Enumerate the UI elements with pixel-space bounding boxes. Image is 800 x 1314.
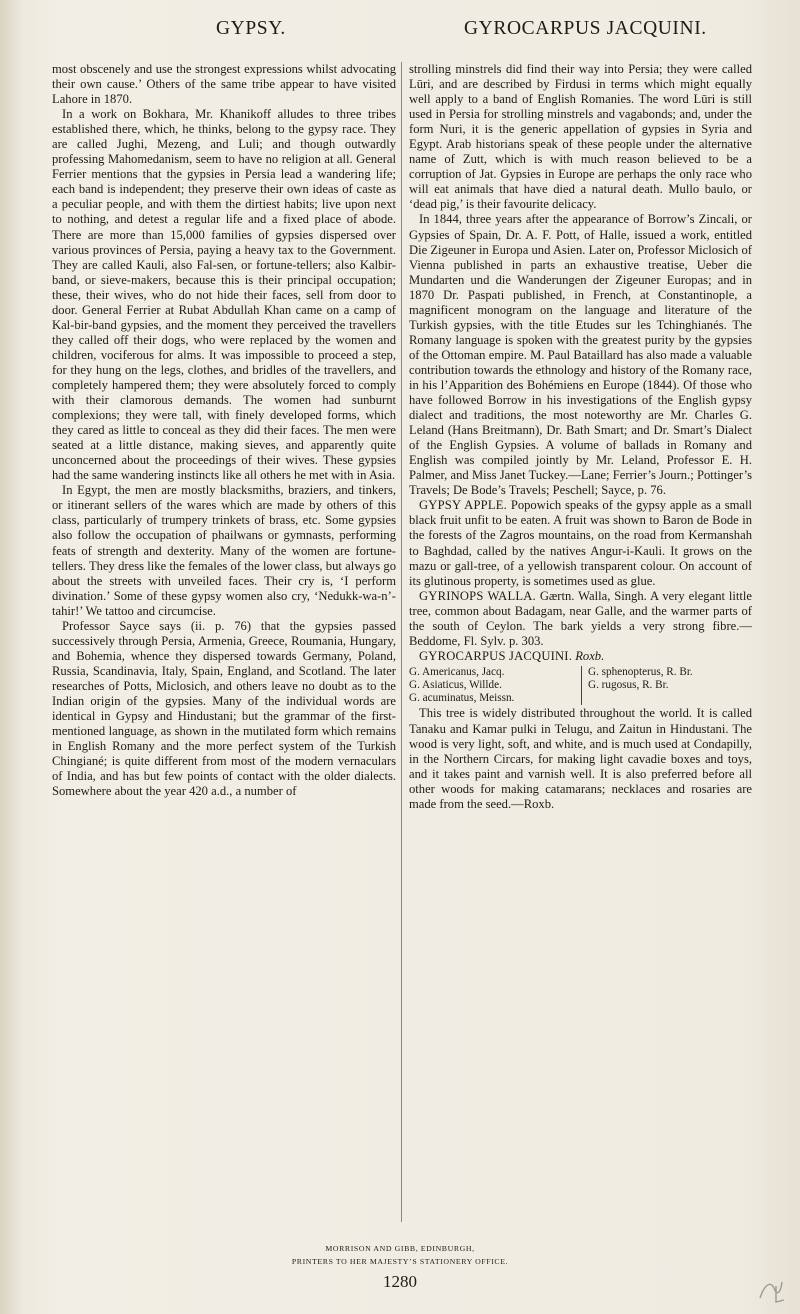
- synonym-item: G. acuminatus, Meissn.: [409, 692, 515, 705]
- entry-gypsy-apple: [409, 498, 752, 588]
- left-paragraph-1: most obscenely and use the strongest expressions whilst advocating their own cause.’ Others of the same tribe appear to have visited Lahore in 1870.: [52, 62, 396, 107]
- left-paragraph-4: Professor Sayce says (ii. p. 76) that the gypsies passed successively through Persia, Armenia, Greece, Roumania, Hungary, and Bohemia, whence they dispersed towards Germany, Poland, Russia, Scandinavia, Italy, Spain, England, and Scotland. The later researches of Potts, Miclosich, and others leave no doubt as to the Indian origin of the gypsies. Many of the individual words are identical in Gypsy and Hindustani; but the grammar of the first-mentioned language, as shown in the mutilated form which remains in English Romany and the more perfect system of the Turkish Chingiané; is quite different from most of the modern vernaculars of India, and has but few points of contact with the older dialects. Somewhere about the year 420 a.d., a number of: [52, 618, 396, 799]
- running-header: [0, 18, 800, 48]
- entry-text: Popowich speaks of the gypsy apple as a small black fruit unfit to be eaten. A fruit was shown to Baron de Bode in the forests of the Zagros mountains, on the road from Kermanshah to Baghdad, called by the natives Angur-i-Kauli. It grows on the mazu or gall-tree, of a yellowish transparent colour. On account of its glutinous property, is sometimes used as glue.: [409, 498, 752, 588]
- printer-imprint-line-1: MORRISON AND GIBB, EDINBURGH,: [325, 1244, 475, 1253]
- right-paragraph-2: In 1844, three years after the appearance of Borrow’s Zincali, or Gypsies of Spain, Dr. A. F. Pott, of Halle, issued a work, entitled Die Zigeuner in Europa und Asien. Later on, Professor Miclosich of Vienna published in parts an exhaustive treatise, Ueber die Mundarten und die Wanderungen der Zigeuner Europas; and in 1870 Dr. Paspati published, in French, at Constantinople, a magnificent monogram on the language and literature of the Turkish gypsies, with the title Etudes sur les Tchinghianés. The Romany language is spoken with the greatest purity by the gypsies of the Ottoman empire. M. Paul Bataillard has also made a valuable contribution towards the ethnology and history of the Romany race, in his l’Apparition des Bohémiens en Europe (1844). Of those who have followed Borrow in his investigations of the English gypsy dialect and traditions, the most noteworthy are Mr. Charles G. Leland (Hans Breitmann), Dr. Bath Smart; and Dr. Smart’s Dialect of the English Gypsies. A volume of ballads in Romany and English was compiled jointly by Mr. Leland, Professor E. H. Palmer, and Miss Janet Tuckey.—Lane; Ferrier’s Journ.; Pottinger’s Travels; De Bode’s Travels; Peschell; Sayce, p. 76.: [409, 212, 752, 498]
- entry-heading: GYROCARPUS JACQUINI.: [419, 648, 573, 663]
- column-divider: [401, 62, 402, 1222]
- left-paragraph-3: In Egypt, the men are mostly blacksmiths, braziers, and tinkers, or itinerant sellers of the wares which are made by others of this class, particularly of trumpery trinkets of brass, etc. Some gypsies also follow the occupation of phailwans or gymnasts, performing feats of strength and dexterity. Many of the women are fortune-tellers. They dress like the females of the lower class, but always go about the streets with unveiled faces. Their cry is, ‘I perform divination.’ Some of these gypsy women also cry, ‘Nedukk-wa-n’-tahir!’ We tattoo and circumcise.: [52, 483, 396, 618]
- entry-heading: GYPSY APPLE.: [419, 498, 507, 513]
- synonym-item: G. rugosus, R. Br.: [588, 679, 669, 692]
- entry-gyrinops-walla: [409, 589, 752, 649]
- left-paragraph-2: In a work on Bokhara, Mr. Khanikoff alludes to three tribes established there, which, he thinks, belong to the gypsy race. They are called Jughi, Mezeng, and Luli; and though outwardly professing Mahomedanism, seem to have no religion at all. General Ferrier mentions that the gypsies in Persia lead a wandering life; each band is independent; they preserve their own ideas of caste as a peculiar people, and with them the dirtiest habits; live upon next to nothing, and detest a regular life and a fixed place of abode. There are more than 15,000 families of gypsies dispersed over various provinces of Persia, paying a heavy tax to the Government. They are called Kauli, also Fal-sen, or fortune-tellers; also Kalbir-band, or sieve-makers, because this is their principal occupation; these, their wives, who do not hide their faces, sell from door to door. General Ferrier at Rubat Abdullah Khan came on a camp of Kal-bir-band gypsies, and the moment they perceived the travellers they called off their dogs, who were replaced by the women and children, vociferous for alms. It was impossible to proceed a step, for they hung on the legs, clothes, and bridles of the travellers, and completely hampered them; they were absolutely forced to comply with their clamorous demands. The women had sunburnt complexions; they were tall, with finely developed forms, which they cared as little to conceal as they did their faces. The men were seated at a little distance, making sieves, and apparently quite unconcerned about the proceedings of their wives. These gypsies had the same wandering instincts like all others he met with in Asia.: [52, 107, 396, 483]
- synonym-column-left: [409, 666, 581, 706]
- right-column: [409, 62, 752, 812]
- left-column: [52, 62, 396, 799]
- header-left: GYPSY.: [216, 18, 286, 39]
- entry-authority: Roxb.: [575, 648, 605, 663]
- entry-gyrocarpus-text: This tree is widely distributed throughout the world. It is called Tanaku and Kamar pulki in Telugu, and Zaitun in Hindustani. The wood is very light, soft, and white, and is much used at Condapilly, in the Northern Circars, for making light cavadie boxes and toys, and it takes paint and varnish well. It is also preferred before all other woods for making catamarans; necklaces and rosaries are made from the seed.—Roxb.: [409, 706, 752, 811]
- page-number: 1280: [383, 1272, 417, 1291]
- entry-text: Gærtn. Walla, Singh. A very elegant little tree, common about Badagam, near Galle, and the warmer parts of the south of Ceylon. The bark yields a very strong fibre.—Beddome, Fl. Sylv. p. 303.: [409, 588, 752, 648]
- synonym-list: [409, 666, 752, 706]
- entry-heading: GYRINOPS WALLA.: [419, 588, 536, 603]
- pencil-mark-icon: [754, 1268, 788, 1308]
- entry-gyrocarpus-heading: [409, 649, 752, 664]
- right-paragraph-1: strolling minstrels did find their way into Persia; they were called Lūri, and are described by Firdusi in terms which might equally well apply to a band of English Romanies. The word Lūri is still used in Persia for strolling minstrels and vagabonds; and, under the form Nuri, it is the generic appellation of gypsies in Syria and Egypt. Arab historians speak of these people under the alternative name of Zutt, which is with much reason believed to be a corruption of Jat. Gypsies in Europe are perhaps the only race who will eat animals that have died a natural death. Mullo baulo, or ‘dead pig,’ is their favourite delicacy.: [409, 62, 752, 212]
- printer-imprint-line-2: PRINTERS TO HER MAJESTY’S STATIONERY OFFICE.: [291, 1257, 509, 1266]
- synonym-item: G. sphenopterus, R. Br.: [588, 665, 693, 678]
- header-right: GYROCARPUS JACQUINI.: [464, 18, 707, 39]
- synonym-item: G. Americanus, Jacq.: [409, 665, 505, 678]
- synonym-item: G. Asiaticus, Willde.: [409, 679, 502, 692]
- synonym-column-right: [581, 666, 693, 706]
